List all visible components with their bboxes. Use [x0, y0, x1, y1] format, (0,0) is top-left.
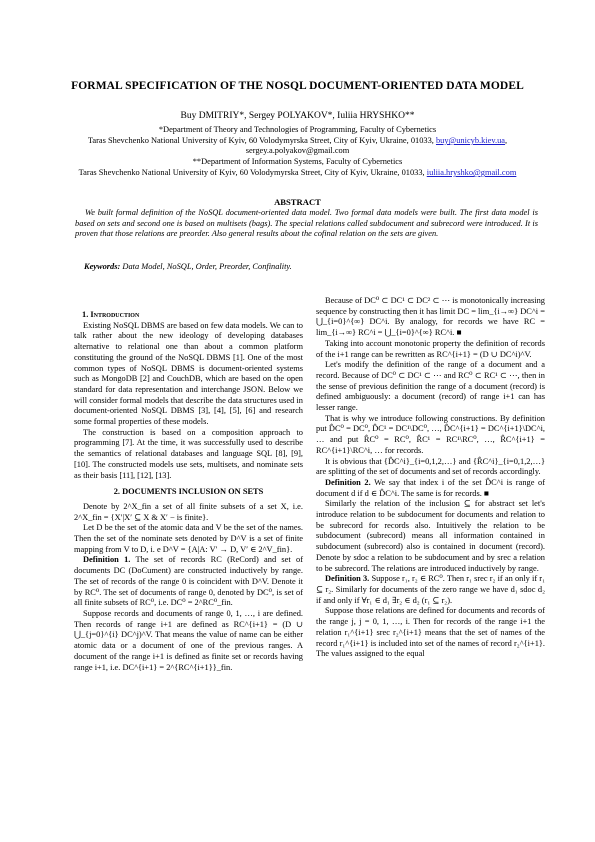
email-link[interactable]: buy@unicyb.kiev.ua — [435, 136, 506, 145]
paragraph: The construction is based on a composition approach to programming [7]. At the time, it was successfully used to describe the semantics of relational databases and language SQL [8], [9], [10]. The constructed models use sets, multisets, and nominate sets as their basis [11], [12], [13]. — [74, 427, 303, 480]
affiliation-1: *Department of Theory and Technologies of Programming, Faculty of Cybernetics — [158, 125, 437, 134]
paragraph: Let D be the set of the atomic data and V be the set of the names. Then the set of the nominate sets denoted by D^V is a set of finite mapping from V to D, i. e D^V = {A|A: V′ → D, V′ ∈ 2^V_fin}. — [74, 523, 303, 554]
abstract-text: We built formal definition of the NoSQL document-oriented data model. Two formal data models were built. The first data model is based on sets and second one is based on multisets (bags). The special relations called subdocument and subrecord were introduced. It is proven that those relations are preorder. Also general results about the cofinal relation on the sets are given. — [75, 208, 538, 239]
paragraph: Suppose records and documents of range 0, 1, …, i are defined. Then records of range i+1 are defined as RC^{i+1} = (D ∪ ⋃_{j=0}^{i} DC^j)^V. That means the value of name can be either atomic data or a document of one of the previous ranges. A document of the range i+1 is defined as finite set or records having range i+1, i.e. DC^{i+1} = 2^{RC^{i+1}}_fin. — [74, 608, 303, 672]
section-2-heading: 2. DOCUMENTS INCLUSION ON SETS — [113, 487, 264, 497]
paragraph: It is obvious that {D̂C^i}_{i=0,1,2,…} and {R̂C^i}_{i=0,1,2,…} are splitting of the set of documents and set of records accordingly. — [316, 456, 545, 477]
paragraph: Suppose those relations are defined for documents and records of the range j, j = 0, 1, …, i. Then for records of the range i+1 the relation r₁^{i+1} srec r₂^{i+1} means that the set of names of the record r₁^{i+1} is included into set of the names of record r₂^{i+1}. The values assigned to the equal — [316, 606, 545, 659]
keywords-label: Keywords: — [84, 262, 121, 271]
paragraph: Taking into account monotonic property the definition of records of the i+1 range can be rewritten as RC^{i+1} = (D ∪ DC^i)^V. — [316, 338, 545, 359]
definition-label: Definition 1. — [83, 555, 131, 565]
definition-text: We say that index i of the set D̂C^i is range of document d if d ∈ D̂C^i. The same is for records. ■ — [316, 477, 545, 498]
abstract-heading: ABSTRACT — [274, 197, 321, 207]
paragraph: Existing NoSQL DBMS are based on few data models. We can to talk rather about the new ideology of developing databases alternative to relational one than about a common platform constituting the ground of the NoSQL DBMS [1]. One of the most common types of NoSQL DBMS is document-oriented systems such as MongoDB [2] and CouchDB, which are based on the open standard for data representation and interchange JSON. Below we will consider formal models that describe the data structures used in document-oriented NoSQL DBMS [3], [4], [5], [6] and research some formal properties of these models. — [74, 320, 303, 427]
keywords-text: Data Model, NoSQL, Order, Preorder, Confinality. — [122, 262, 292, 271]
definition-label: Definition 2. — [325, 477, 371, 487]
affiliation-1-address: Taras Shevchenko National University of Kyiv, 60 Volodymyrska Street, City of Kyiv, Ukraine, 01033, buy@unicyb.kiev.ua, — [87, 136, 508, 145]
left-column — [74, 296, 303, 673]
paper-title: FORMAL SPECIFICATION OF THE NOSQL DOCUMENT-ORIENTED DATA MODEL — [71, 80, 524, 92]
email-link[interactable]: iuliia.hryshko@gmail.com — [426, 168, 517, 177]
paragraph: That is why we introduce following constructions. By definition put D̂C⁰ = DC⁰, D̂C¹ = DC¹\DC⁰, …, D̂C^{i+1} = DC^{i+1}\DC^i, … and put R̂C⁰ = RC⁰, R̂C¹ = RC¹\RC⁰, …, R̂C^{i+1} = RC^{i+1}\RC^i, … for records. — [316, 413, 545, 455]
affiliation-2-address — [20, 168, 575, 179]
paragraph: Let's modify the definition of the range of a document and a record. Because of DC⁰ ⊂ DC¹ ⊂ ⋯ and RC⁰ ⊂ RC¹ ⊂ ⋯, then in the sense of previous definition the range of a document (record) is defined ambiguously: a document (record) of range i+1 can has lesser range. — [316, 360, 545, 413]
address-text: Taras Shevchenko National University of Kyiv, 60 Volodymyrska Street, City of Kyiv, Ukraine, 01033, — [87, 136, 434, 145]
keywords — [84, 262, 534, 271]
definition-1 — [74, 555, 303, 609]
paragraph: Similarly the relation of the inclusion ⊆ for abstract set let's introduce relation to be subdocument for documents and relation to be subrecord for records also. Intuitively the relation to be subdocument (subrecord) means all information contained in subdocument (subrecord) also is contained in document (record). Denote by sdoc a relation to be subdocument and by srec a relation to be subrecord. The relations are introduced inductively by range. — [316, 499, 545, 573]
paragraph: Denote by 2^X_fin a set of all finite subsets of a set X, i.e. 2^X_fin = {X′|X′ ⊆ X & X′ − is finite}. — [74, 501, 303, 522]
definition-text: Suppose r₁, r₂ ∈ RC⁰. Then r₁ srec r₂ if an only if r₁ ⊆ r₂. Similarly for documents of the zero range we have d₁ sdoc d₂ if and only if ∀r₁ ∈ d₁ ∃r₂ ∈ d₂ (r₁ ⊆ r₂). — [316, 574, 546, 605]
right-column — [316, 296, 545, 660]
authors: Buy DMITRIY*, Sergey POLYAKOV*, Iuliia HRYSHKO** — [180, 111, 415, 121]
affiliation-2: **Department of Information Systems, Faculty of Cybernetics — [192, 157, 403, 166]
address-text: Taras Shevchenko National University of Kyiv, 60 Volodymyrska Street, City of Kyiv, Ukraine, 01033, — [78, 168, 425, 177]
paragraph: Because of DC⁰ ⊂ DC¹ ⊂ DC² ⊂ ⋯ is monotonically increasing sequence by constructing then it has limit DC = lim_{i→∞} DC^i = ⋃_{i=0}^{∞} DC^i. By analogy, for records we have RC = lim_{i→∞} RC^i = ⋃_{i=0}^{∞} RC^i. ■ — [316, 296, 545, 338]
affiliation-1-email[interactable]: sergey.a.polyakov@gmail.com — [245, 146, 350, 155]
definition-2 — [316, 478, 545, 499]
definition-3 — [316, 574, 545, 606]
section-1-heading: 1. Introduction — [82, 310, 140, 319]
definition-label: Definition 3. — [325, 574, 370, 584]
definition-text: The set of records RC (ReCord) and set of documents DC (DoCument) are constructed inductively by range. The set of records of the range 0 is coincident with D^V. Denote it by RC⁰. The set of documents of range 0, denoted by DC⁰, is set of all finite subsets of RC⁰, i.e. DC⁰ = 2^RC⁰_fin. — [74, 555, 303, 608]
